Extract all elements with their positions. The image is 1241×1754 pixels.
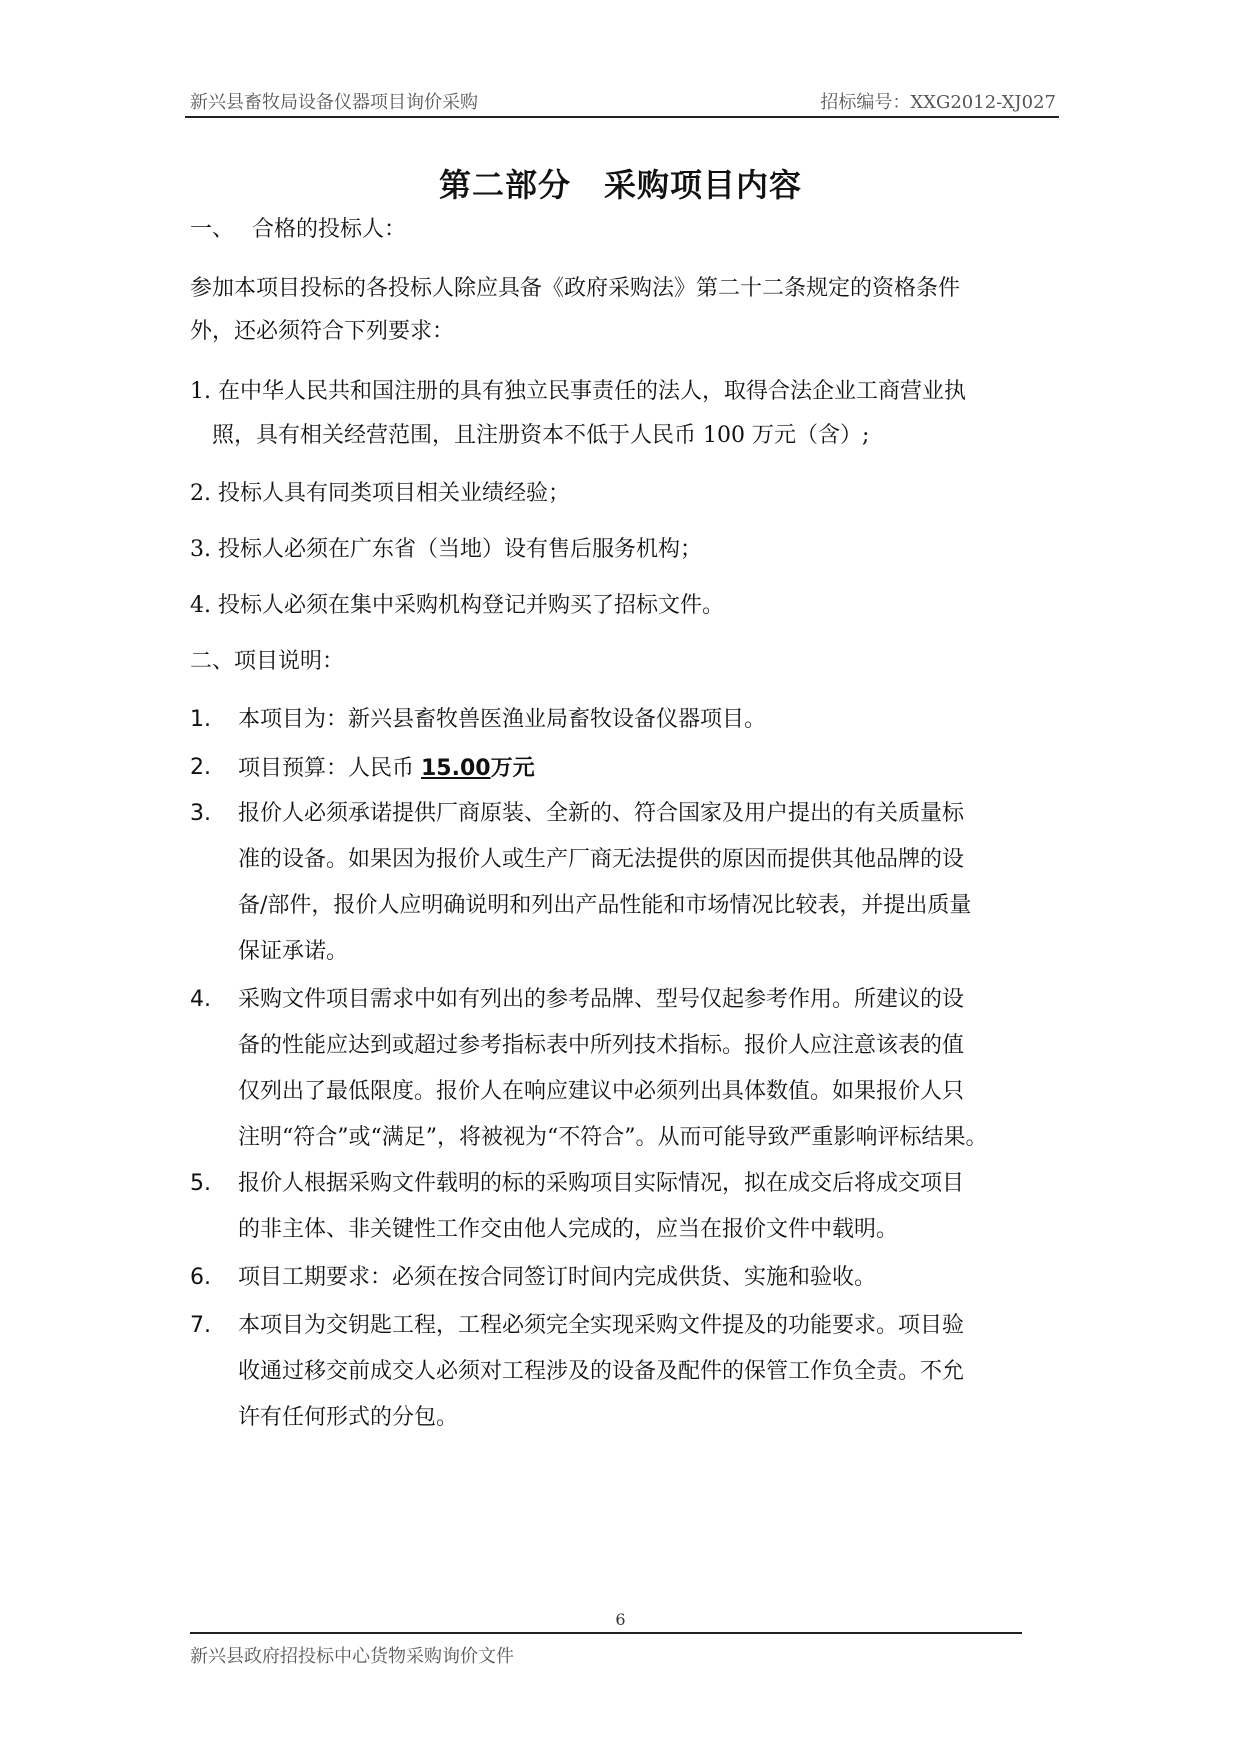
item-6-text: 项目工期要求：必须在按合同签订时间内完成供货、实施和验收。 (238, 1265, 877, 1290)
item-3-line3: 备/部件，报价人应明确说明和列出产品性能和市场情况比较表，并提出质量 (238, 893, 972, 918)
item-5-number: 5. (190, 1171, 211, 1196)
item-3-line1: 报价人必须承诺提供厂商原装、全新的、符合国家及用户提出的有关质量标 (238, 801, 965, 826)
budget-unit: 万元 (490, 755, 535, 781)
item-4-line4: 注明“符合”或“满足”，将被视为“不符合”。从而可能导致严重影响评标结果。 (238, 1125, 988, 1150)
item-7-line1: 本项目为交钥匙工程，工程必须完全实现采购文件提及的功能要求。项目验 (238, 1313, 965, 1338)
header-left-title: 新兴县畜牧局设备仪器项目询价采购 (190, 92, 478, 113)
item-5-line2: 的非主体、非关键性工作交由他人完成的，应当在报价文件中载明。 (238, 1217, 899, 1242)
section1-intro-line1: 参加本项目投标的各投标人除应具备《政府采购法》第二十二条规定的资格条件 (190, 276, 961, 301)
requirement-4: 4. 投标人必须在集中采购机构登记并购买了招标文件。 (190, 593, 724, 618)
section1-intro-line2: 外，还必须符合下列要求： (190, 319, 455, 344)
item-1-text: 本项目为：新兴县畜牧兽医渔业局畜牧设备仪器项目。 (238, 707, 767, 732)
header-tender-number: 招标编号：XXG2012-XJ027 (820, 92, 1056, 113)
item-4-line3: 仅列出了最低限度。报价人在响应建议中必须列出具体数值。如果报价人只 (238, 1079, 965, 1104)
page-title: 第二部分 采购项目内容 (438, 166, 802, 204)
requirement-2: 2. 投标人具有同类项目相关业绩经验； (190, 481, 570, 506)
footer-rule (190, 1632, 1022, 1634)
item-7-line2: 收通过移交前成交人必须对工程涉及的设备及配件的保管工作负全责。不允 (238, 1359, 965, 1384)
section2-heading: 二、项目说明： (190, 649, 345, 674)
item-3-line2: 准的设备。如果因为报价人或生产厂商无法提供的原因而提供其他品牌的设 (238, 847, 965, 872)
page-number: 6 (615, 1610, 626, 1629)
item-4-line1: 采购文件项目需求中如有列出的参考品牌、型号仅起参考作用。所建议的设 (238, 987, 965, 1012)
item-2-number: 2. (190, 755, 211, 780)
item-7-line3: 许有任何形式的分包。 (238, 1405, 459, 1430)
item-5-line1: 报价人根据采购文件载明的标的采购项目实际情况，拟在成交后将成交项目 (238, 1171, 965, 1196)
header-rule (185, 116, 1059, 118)
requirement-3: 3. 投标人必须在广东省（当地）设有售后服务机构； (190, 537, 702, 562)
section1-heading: 一、 合格的投标人： (190, 217, 406, 242)
item-3-line4: 保证承诺。 (238, 939, 349, 964)
item-4-number: 4. (190, 987, 211, 1012)
requirement-1-line1: 1. 在中华人民共和国注册的具有独立民事责任的法人，取得合法企业工商营业执 (190, 379, 966, 404)
item-4-line2: 备的性能应达到或超过参考指标表中所列技术指标。报价人应注意该表的值 (238, 1033, 965, 1058)
requirement-1-line2: 照，具有相关经营范围，且注册资本不低于人民币 100 万元（含）; (212, 423, 870, 448)
item-7-number: 7. (190, 1313, 211, 1338)
footer-left-title: 新兴县政府招投标中心货物采购询价文件 (190, 1646, 514, 1667)
budget-amount: 15.00 (421, 756, 491, 781)
item-1-number: 1. (190, 707, 211, 732)
item-3-number: 3. (190, 801, 211, 826)
budget-prefix: 项目预算：人民币 (238, 756, 421, 781)
item-6-number: 6. (190, 1265, 211, 1290)
